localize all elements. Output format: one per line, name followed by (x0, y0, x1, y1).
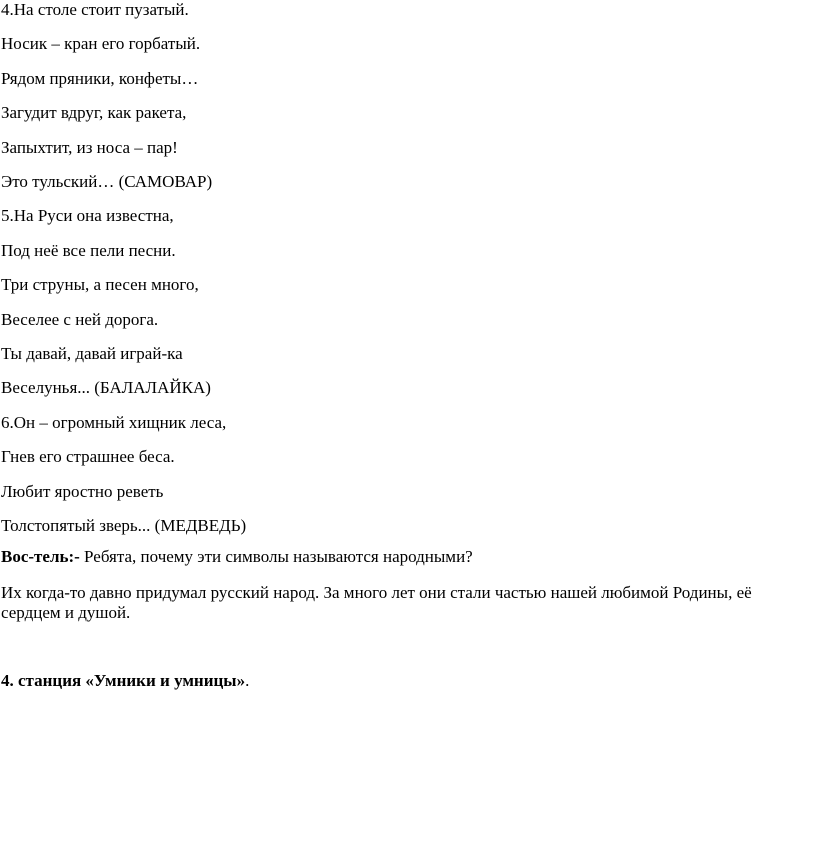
riddle-line: Толстопятый зверь... (МЕДВЕДЬ) (1, 516, 247, 535)
station-suffix: . (245, 671, 250, 690)
teacher-label: Вос-тель:- (1, 547, 80, 566)
riddle-line: Рядом пряники, конфеты… (1, 69, 199, 88)
riddle-line: Гнев его страшнее беса. (1, 447, 175, 466)
riddle-line: Это тульский… (САМОВАР) (1, 172, 213, 191)
riddle-line: Веселее с ней дорога. (1, 310, 159, 329)
station-title: 4. станция «Умники и умницы» (1, 671, 246, 690)
station-heading (1, 671, 249, 691)
answer-paragraph: Их когда-то давно придумал русский народ. За много лет они стали частью нашей любимой Родины, её сердцем и душой. (1, 583, 752, 622)
riddle-line: Запыхтит, из носа – пар! (1, 138, 178, 157)
riddle-line: 4.На столе стоит пузатый. (1, 0, 189, 19)
riddle-line: Веселунья... (БАЛАЛАЙКА) (1, 378, 211, 397)
riddle-line: 5.На Руси она известна, (1, 206, 174, 225)
riddle-line: Носик – кран его горбатый. (1, 34, 201, 53)
riddle-line: Любит яростно реветь (1, 482, 164, 501)
teacher-question (1, 547, 473, 567)
teacher-question-text: Ребята, почему эти символы называются народными? (79, 547, 473, 566)
riddle-line: 6.Он – огромный хищник леса, (1, 413, 227, 432)
riddle-line: Три струны, а песен много, (1, 275, 199, 294)
riddle-line: Ты давай, давай играй-ка (1, 344, 183, 363)
riddle-line: Под неё все пели песни. (1, 241, 176, 260)
riddle-line: Загудит вдруг, как ракета, (1, 103, 187, 122)
